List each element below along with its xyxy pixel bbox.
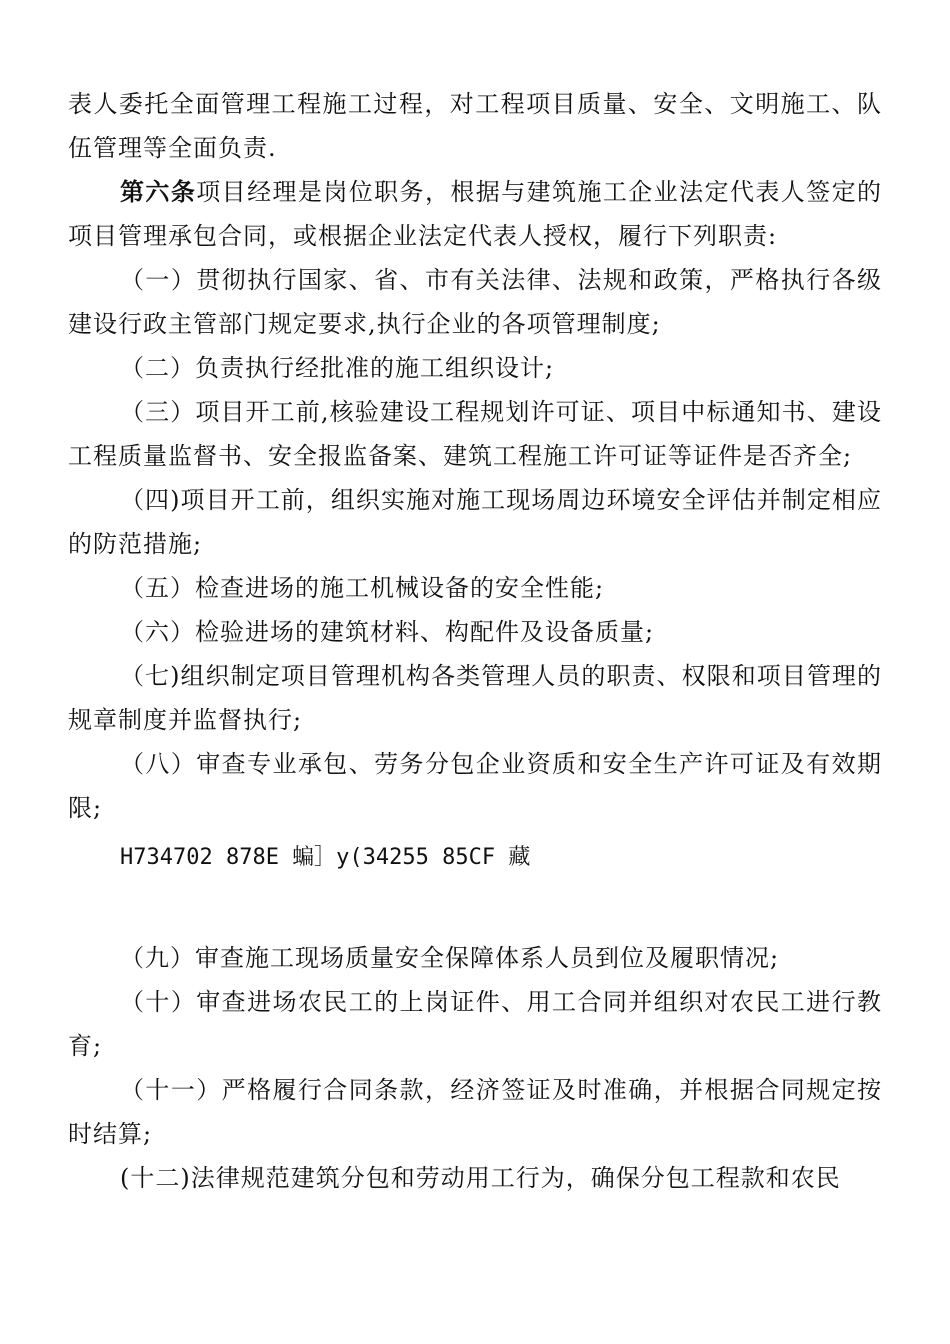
article-six-paragraph [68, 170, 882, 258]
duty-item-5: （五）检查进场的施工机械设备的安全性能; [120, 574, 605, 602]
paragraph-continuation: 表人委托全面管理工程施工过程，对工程项目质量、安全、文明施工、队伍管理等全面负责. [68, 90, 882, 162]
duty-item-3: （三）项目开工前,核验建设工程规划许可证、项目中标通知书、建设工程质量监督书、安全报监备案、建筑工程施工许可证等证件是否齐全; [68, 398, 882, 470]
duty-item-2: （二）负责执行经批准的施工组织设计; [120, 354, 555, 382]
duty-item-10: （十）审查进场农民工的上岗证件、用工合同并组织对农民工进行教育; [68, 988, 882, 1060]
duty-item-8: （八）审查专业承包、劳务分包企业资质和安全生产许可证及有效期限; [68, 750, 882, 822]
document-body [68, 82, 882, 1200]
duty-item-12: (十二)法律规范建筑分包和劳动用工行为，确保分包工程款和农民 [120, 1164, 841, 1192]
duty-item-1: （一）贯彻执行国家、省、市有关法律、法规和政策，严格执行各级建设行政主管部门规定要求,执行企业的各项管理制度; [68, 266, 882, 338]
duty-item-7: （七)组织制定项目管理机构各类管理人员的职责、权限和项目管理的规章制度并监督执行; [68, 662, 882, 734]
duty-item-9: （九）审查施工现场质量安全保障体系人员到位及履职情况; [120, 944, 780, 972]
duty-item-4: （四)项目开工前，组织实施对施工现场周边环境安全评估并制定相应的防范措施; [68, 486, 882, 558]
garbled-text-line: H734702 878E 蝙］y(34255 85CF 藏 [120, 845, 531, 870]
article-heading: 第六条 [120, 177, 197, 206]
article-text: 项目经理是岗位职务，根据与建筑施工企业法定代表人签定的项目管理承包合同，或根据企业法定代表人授权，履行下列职责: [68, 178, 883, 250]
duty-item-6: （六）检验进场的建筑材料、构配件及设备质量; [120, 618, 655, 646]
duty-item-11: （十一）严格履行合同条款，经济签证及时准确，并根据合同规定按时结算; [68, 1076, 882, 1148]
